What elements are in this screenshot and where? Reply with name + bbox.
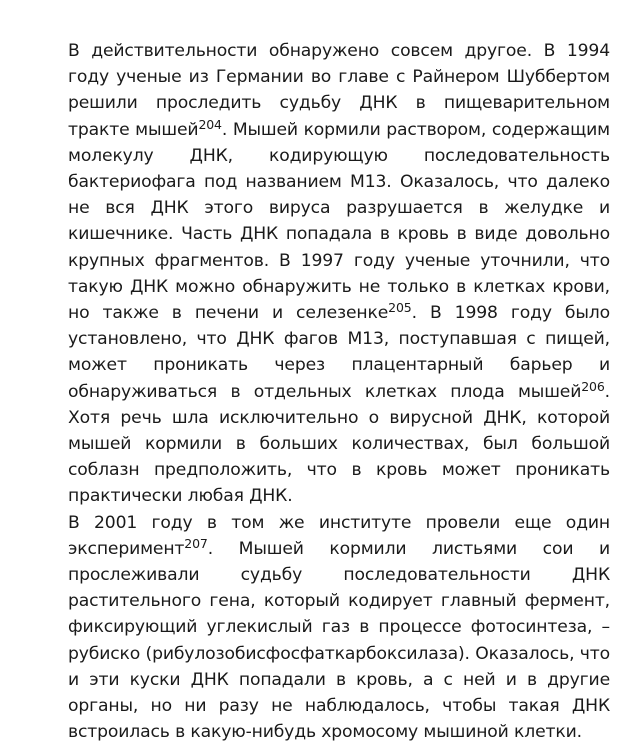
- paragraph-1: [68, 38, 610, 510]
- paragraph-1-text-1: В действительности обнаружено совсем другое. В 1994 году ученые из Германии во главе с Райнером Шуббертом решили проследить судьбу ДНК в пищеварительном тракте мышей: [68, 41, 610, 140]
- paragraph-1-text-4: . Хотя речь шла исключительно о вирусной ДНК, которой мышей кормили в больших количествах, был большой соблазн предположить, что в кровь может проникать практически любая ДНК.: [68, 381, 610, 507]
- paragraph-1-text-3: . В 1998 году было установлено, что ДНК фагов М13, поступавшая с пищей, может проникать через плацентарный барьер и обнаруживаться в отдельных клетках плода мышей: [68, 303, 610, 402]
- paragraph-2: [68, 510, 610, 745]
- paragraph-2-text-2: . Мышей кормили листьями сои и прослеживали судьбу последовательности ДНК растительного гена, который кодирует главный фермент, фиксирующий углекислый газ в процессе фотосинтеза, – рубиско (рибулозобисфосфаткарбоксилаза). Оказалось, что и эти куски ДНК попадали в кровь, а с ней и в другие органы, но ни разу не наблюдалось, чтобы такая ДНК встроилась в какую-нибудь хромосому мышиной клетки.: [68, 538, 610, 743]
- footnote-ref-207[interactable]: 207: [184, 535, 208, 551]
- footnote-ref-205[interactable]: 205: [388, 300, 412, 316]
- footnote-ref-204[interactable]: 204: [198, 116, 222, 132]
- paragraph-2-text-1: В 2001 году в том же институте провели еще один эксперимент: [68, 512, 610, 559]
- paragraph-1-text-2: . Мышей кормили раствором, содержащим молекулу ДНК, кодирующую последовательность бактериофага под названием М13. Оказалось, что далеко не вся ДНК этого вируса разрушается в желудке и кишечнике. Часть ДНК попадала в кровь в виде довольно крупных фрагментов. В 1997 году ученые уточнили, что такую ДНК можно обнаружить не только в клетках крови, но также в печени и селезенке: [68, 119, 610, 324]
- footnote-ref-206[interactable]: 206: [581, 378, 605, 394]
- document-page: [68, 38, 610, 745]
